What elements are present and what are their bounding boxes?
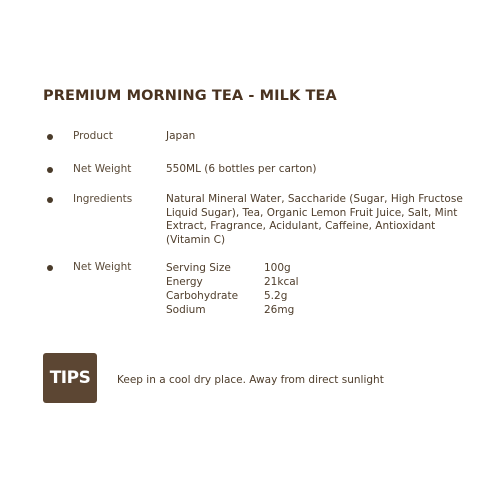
nutrition-name: Carbohydrate — [166, 290, 239, 302]
nutrition-row — [166, 261, 299, 275]
nutrition-row — [166, 275, 299, 289]
spec-label: Product — [73, 130, 113, 142]
product-title: PREMIUM MORNING TEA - MILK TEA — [43, 88, 337, 104]
nutrition-name: Energy — [166, 276, 203, 288]
spec-value: 550ML (6 bottles per carton) — [166, 163, 317, 175]
nutrition-name: Serving Size — [166, 262, 231, 274]
spec-value: Japan — [166, 130, 196, 142]
nutrition-amount: 26mg — [264, 304, 295, 316]
spec-label: Net Weight — [73, 163, 132, 175]
tips-badge: TIPS — [43, 353, 97, 403]
tips-text: Keep in a cool dry place. Away from direct sunlight — [117, 374, 384, 386]
nutrition-amount: 5.2g — [264, 290, 288, 302]
bullet-icon — [47, 134, 53, 140]
nutrition-row — [166, 289, 299, 303]
spec-label: Net Weight — [73, 261, 132, 273]
bullet-icon — [47, 265, 53, 271]
bullet-icon — [47, 167, 53, 173]
nutrition-row — [166, 303, 299, 317]
spec-value: Natural Mineral Water, Saccharide (Sugar, High Fructose Liquid Sugar), Tea, Organic Lemon Fruit Juice, Salt, Mint Extract, Fragrance, Acidulant, Caffeine, Antioxidant (Vitamin C) — [166, 193, 463, 246]
bullet-icon — [47, 197, 53, 203]
nutrition-table — [166, 261, 299, 317]
nutrition-amount: 100g — [264, 262, 291, 274]
spec-label: Ingredients — [73, 193, 133, 205]
nutrition-amount: 21kcal — [264, 276, 299, 288]
nutrition-name: Sodium — [166, 304, 206, 316]
